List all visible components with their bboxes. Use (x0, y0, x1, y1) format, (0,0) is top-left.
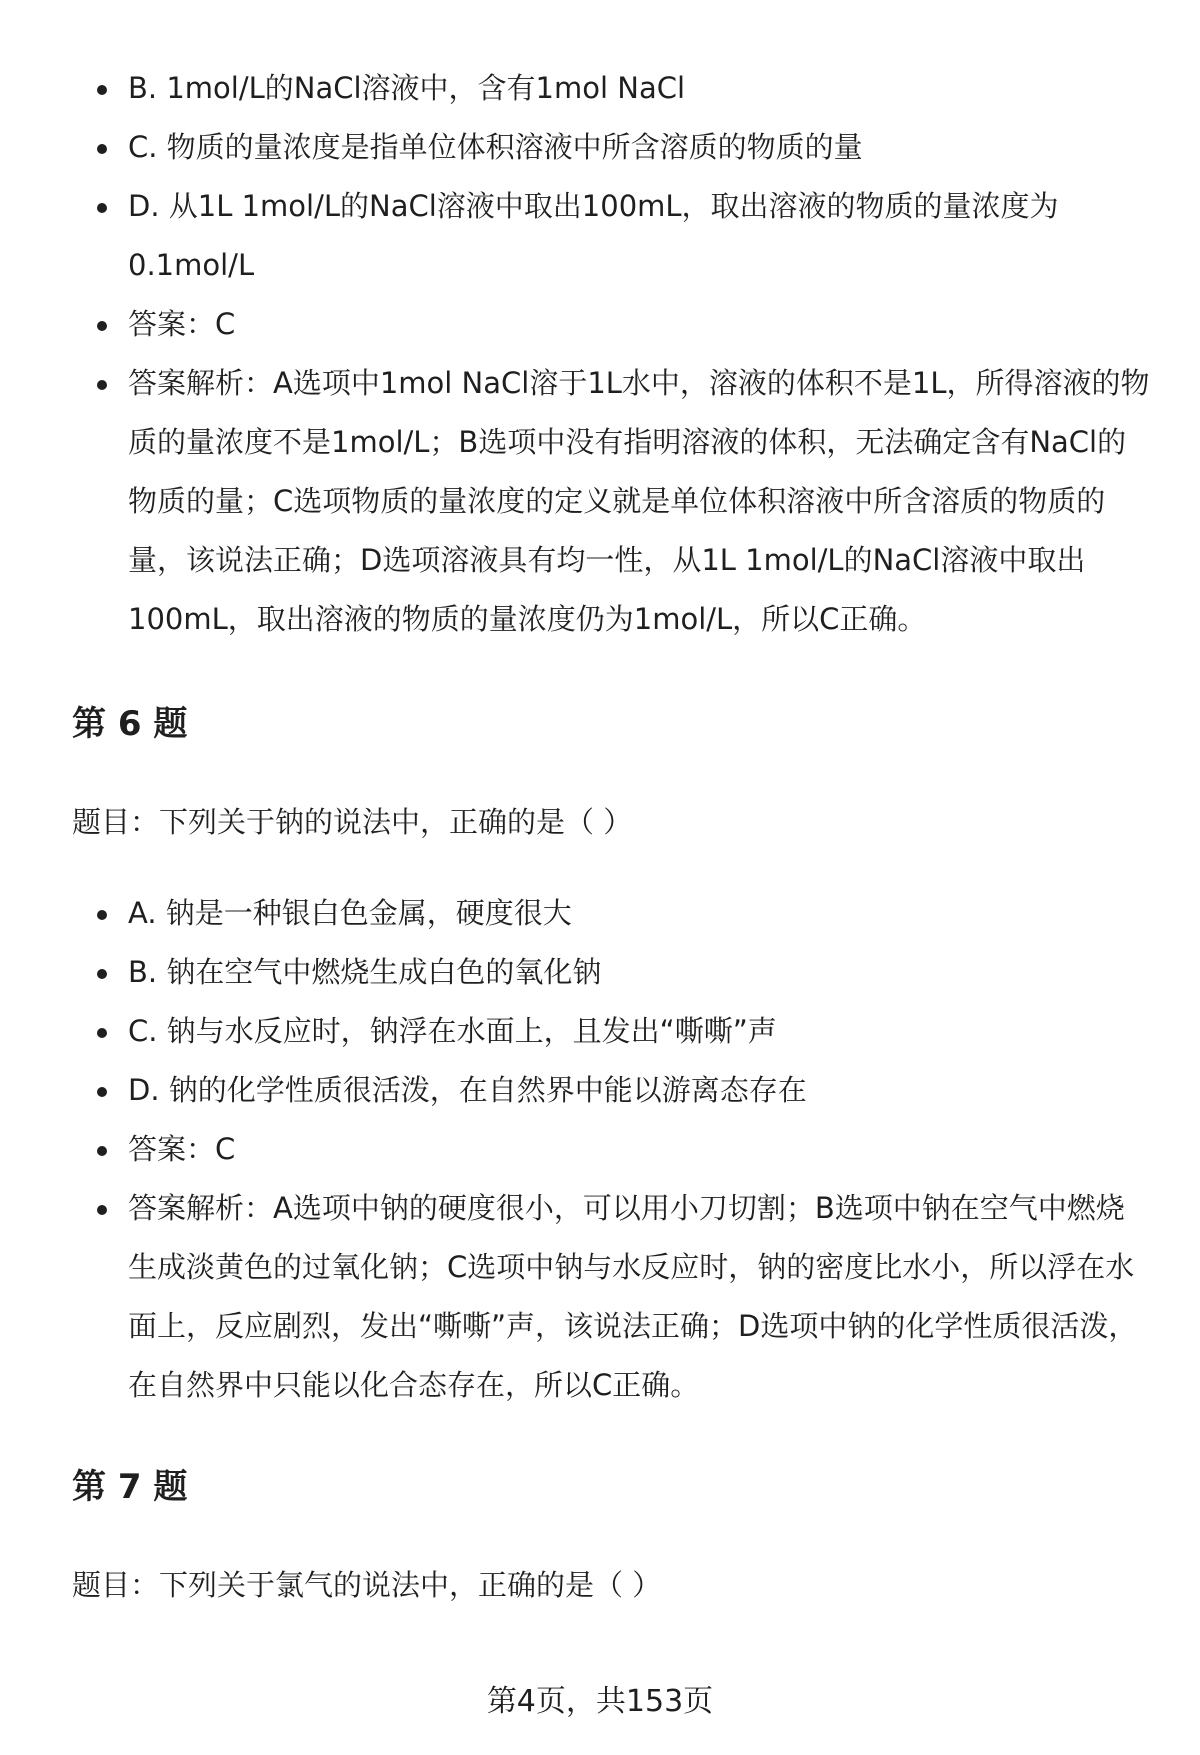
list-item (0, 1061, 1200, 1120)
question-6-options (0, 884, 1200, 1415)
answer-text: 答案：C (128, 1132, 236, 1166)
list-item (0, 354, 1200, 649)
question-6-stem: 题目：下列关于钠的说法中，正确的是（ ） (72, 805, 633, 839)
option-c-text: C. 物质的量浓度是指单位体积溶液中所含溶质的物质的量 (128, 130, 863, 164)
list-item (0, 295, 1200, 354)
option-a-text: A. 钠是一种银白色金属，硬度很大 (128, 896, 572, 930)
option-c-text: C. 钠与水反应时，钠浮在水面上，且发出“嘶嘶”声 (128, 1014, 777, 1048)
answer-explanation-text: 答案解析：A选项中1mol NaCl溶于1L水中，溶液的体积不是1L，所得溶液的物质的量浓度不是1mol/L；B选项中没有指明溶液的体积，无法确定含有NaCl的物质的量；C选项物质的量浓度的定义就是单位体积溶液中所含溶质的物质的量，该说法正确；D选项溶液具有均一性，从1L 1mol/L的NaCl溶液中取出100mL，取出溶液的物质的量浓度仍为1mol/L，所以C正确。 (128, 366, 1150, 636)
question-7-title: 第 7 题 (72, 1467, 188, 1507)
list-item (0, 1179, 1200, 1415)
list-item (0, 118, 1200, 177)
page-number: 第4页，共153页 (486, 1684, 714, 1719)
list-item (0, 884, 1200, 943)
option-d-text: D. 从1L 1mol/L的NaCl溶液中取出100mL，取出溶液的物质的量浓度为0.1mol/L (128, 189, 1059, 282)
answer-text: 答案：C (128, 307, 236, 341)
question-5-options (0, 59, 1200, 649)
list-item (0, 1002, 1200, 1061)
option-b-text: B. 1mol/L的NaCl溶液中，含有1mol NaCl (128, 71, 686, 105)
question-7-stem: 题目：下列关于氯气的说法中，正确的是（ ） (72, 1568, 662, 1602)
option-d-text: D. 钠的化学性质很活泼，在自然界中能以游离态存在 (128, 1073, 807, 1107)
option-b-text: B. 钠在空气中燃烧生成白色的氧化钠 (128, 955, 602, 989)
list-item (0, 59, 1200, 118)
answer-explanation-text: 答案解析：A选项中钠的硬度很小，可以用小刀切割；B选项中钠在空气中燃烧生成淡黄色的过氧化钠；C选项中钠与水反应时，钠的密度比水小，所以浮在水面上，反应剧烈，发出“嘶嘶”声，该说法正确；D选项中钠的化学性质很活泼，在自然界中只能以化合态存在，所以C正确。 (128, 1191, 1138, 1402)
list-item (0, 943, 1200, 1002)
question-6-title: 第 6 题 (72, 704, 188, 744)
list-item (0, 177, 1200, 295)
list-item (0, 1120, 1200, 1179)
